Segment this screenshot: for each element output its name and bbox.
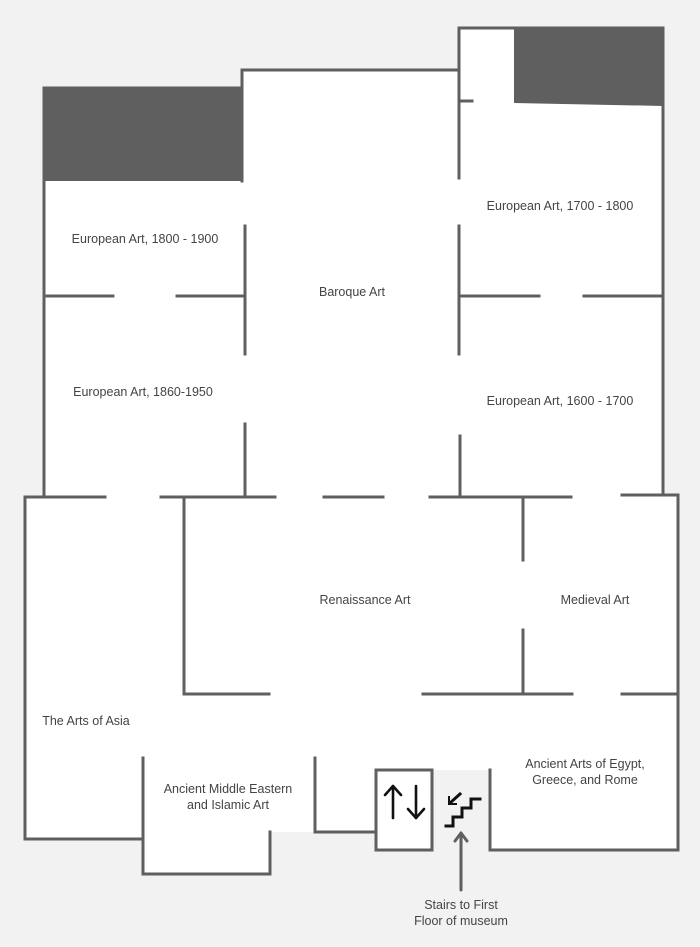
room-label-medieval: Medieval Art <box>560 593 630 607</box>
room-label-european-1700-1800: European Art, 1700 - 1800 <box>486 199 634 213</box>
room-label-ancient-egypt <box>505 756 665 788</box>
blocked-area-left <box>44 89 243 181</box>
room-label-european-1860-1950: European Art, 1860-1950 <box>73 385 213 399</box>
room-label-renaissance: Renaissance Art <box>319 593 411 607</box>
room-label-middle-east-line2: and Islamic Art <box>187 798 269 812</box>
room-label-middle-east-line1: Ancient Middle Eastern <box>163 782 293 796</box>
stairs-icon <box>446 794 480 826</box>
blocked-area-right <box>514 28 663 106</box>
stairs-caption-line1: Stairs to First <box>424 898 498 912</box>
room-label-european-1800-1900: European Art, 1800 - 1900 <box>71 232 219 246</box>
stairs-caption-line2: Floor of museum <box>414 914 508 928</box>
room-label-asia: The Arts of Asia <box>42 714 130 728</box>
room-label-ancient-egypt-line1: Ancient Arts of Egypt, <box>525 757 645 771</box>
stairs-caption <box>396 897 526 929</box>
room-label-baroque: Baroque Art <box>318 285 385 299</box>
arrow-up-icon <box>455 833 467 890</box>
room-label-middle-east <box>150 781 306 813</box>
room-label-ancient-egypt-line2: Greece, and Rome <box>532 773 638 787</box>
room-label-european-1600-1700: European Art, 1600 - 1700 <box>486 394 634 408</box>
